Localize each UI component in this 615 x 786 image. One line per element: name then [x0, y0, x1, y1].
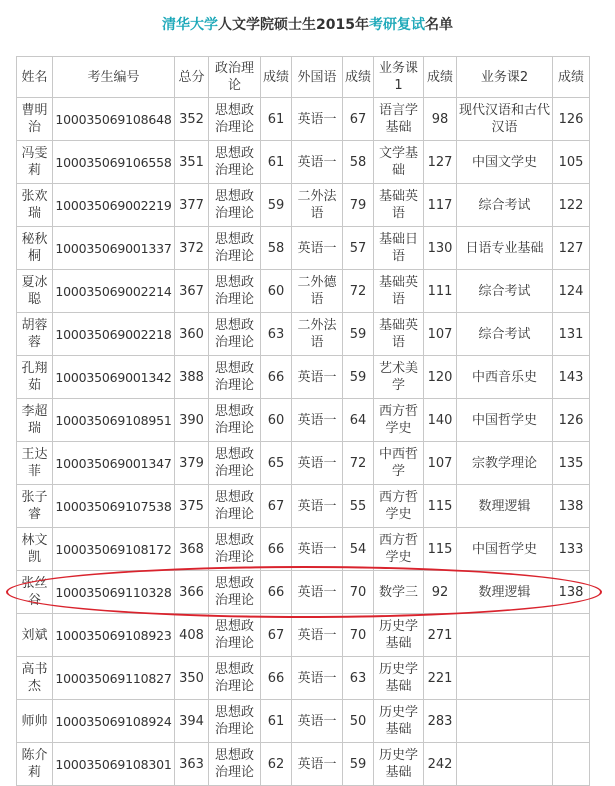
cell-language: 英语一	[292, 442, 343, 485]
cell-course1-score: 117	[424, 184, 457, 227]
cell-name: 张丝谷	[17, 571, 53, 614]
cell-course2	[457, 700, 553, 743]
cell-course1: 基础日语	[374, 227, 424, 270]
cell-course1: 文学基础	[374, 141, 424, 184]
title-retest: 考研复试	[368, 17, 425, 33]
cell-course2-score: 122	[553, 184, 590, 227]
cell-name: 曹明治	[17, 98, 53, 141]
cell-politics: 思想政治理论	[209, 227, 261, 270]
cell-name: 林文凯	[17, 528, 53, 571]
header-course1: 业务课1	[374, 57, 424, 98]
cell-name: 高书杰	[17, 657, 53, 700]
cell-politics: 思想政治理论	[209, 485, 261, 528]
cell-course2: 综合考试	[457, 313, 553, 356]
cell-course1-score: 130	[424, 227, 457, 270]
cell-language-score: 64	[343, 399, 374, 442]
cell-politics: 思想政治理论	[209, 184, 261, 227]
cell-course1-score: 283	[424, 700, 457, 743]
cell-politics-score: 67	[261, 614, 292, 657]
cell-course1: 西方哲学史	[374, 399, 424, 442]
cell-course2	[457, 657, 553, 700]
cell-language: 英语一	[292, 614, 343, 657]
header-politics: 政治理论	[209, 57, 261, 98]
cell-course2-score	[553, 657, 590, 700]
cell-total: 379	[175, 442, 209, 485]
cell-total: 360	[175, 313, 209, 356]
cell-exam-id: 100035069002218	[53, 313, 175, 356]
cell-politics: 思想政治理论	[209, 700, 261, 743]
cell-exam-id: 100035069001347	[53, 442, 175, 485]
cell-name: 师帅	[17, 700, 53, 743]
cell-language-score: 70	[343, 614, 374, 657]
cell-course1-score: 107	[424, 442, 457, 485]
cell-language-score: 70	[343, 571, 374, 614]
cell-politics: 思想政治理论	[209, 657, 261, 700]
score-table	[16, 56, 590, 786]
cell-exam-id: 100035069002214	[53, 270, 175, 313]
cell-course1: 数学三	[374, 571, 424, 614]
cell-total: 366	[175, 571, 209, 614]
cell-course1-score: 115	[424, 528, 457, 571]
cell-course1: 历史学基础	[374, 614, 424, 657]
cell-language: 英语一	[292, 98, 343, 141]
cell-course2-score: 126	[553, 98, 590, 141]
cell-exam-id: 100035069002219	[53, 184, 175, 227]
cell-course1-score: 98	[424, 98, 457, 141]
cell-course2: 中国哲学史	[457, 528, 553, 571]
cell-course1: 艺术美学	[374, 356, 424, 399]
cell-language-score: 72	[343, 442, 374, 485]
cell-total: 388	[175, 356, 209, 399]
cell-politics: 思想政治理论	[209, 98, 261, 141]
cell-politics-score: 59	[261, 184, 292, 227]
header-language: 外国语	[292, 57, 343, 98]
cell-politics: 思想政治理论	[209, 571, 261, 614]
cell-course1: 历史学基础	[374, 700, 424, 743]
cell-language-score: 59	[343, 313, 374, 356]
cell-language-score: 57	[343, 227, 374, 270]
cell-language-score: 54	[343, 528, 374, 571]
table-row	[17, 270, 590, 313]
cell-course1: 历史学基础	[374, 743, 424, 786]
cell-total: 377	[175, 184, 209, 227]
cell-language: 二外法语	[292, 184, 343, 227]
table-row	[17, 614, 590, 657]
cell-language-score: 50	[343, 700, 374, 743]
cell-course2-score	[553, 743, 590, 786]
cell-language-score: 59	[343, 356, 374, 399]
cell-politics-score: 67	[261, 485, 292, 528]
cell-politics-score: 66	[261, 571, 292, 614]
cell-course1-score: 111	[424, 270, 457, 313]
cell-exam-id: 100035069106558	[53, 141, 175, 184]
cell-course1-score: 271	[424, 614, 457, 657]
title-university: 清华大学	[162, 17, 219, 33]
cell-course2	[457, 743, 553, 786]
cell-exam-id: 100035069108924	[53, 700, 175, 743]
cell-course2-score	[553, 614, 590, 657]
cell-exam-id: 100035069108172	[53, 528, 175, 571]
table-row	[17, 313, 590, 356]
cell-politics-score: 61	[261, 700, 292, 743]
cell-language: 英语一	[292, 528, 343, 571]
cell-exam-id: 100035069108951	[53, 399, 175, 442]
cell-total: 363	[175, 743, 209, 786]
cell-course2-score: 138	[553, 571, 590, 614]
cell-name: 张欢瑞	[17, 184, 53, 227]
cell-language: 英语一	[292, 657, 343, 700]
cell-language: 英语一	[292, 485, 343, 528]
cell-name: 胡蓉蓉	[17, 313, 53, 356]
cell-politics-score: 63	[261, 313, 292, 356]
table-row	[17, 571, 590, 614]
cell-language: 英语一	[292, 700, 343, 743]
cell-total: 408	[175, 614, 209, 657]
cell-course2-score: 135	[553, 442, 590, 485]
cell-language-score: 79	[343, 184, 374, 227]
cell-exam-id: 100035069108301	[53, 743, 175, 786]
cell-course2: 数理逻辑	[457, 485, 553, 528]
cell-politics-score: 66	[261, 356, 292, 399]
cell-name: 陈介莉	[17, 743, 53, 786]
cell-course2: 宗教学理论	[457, 442, 553, 485]
cell-course1: 基础英语	[374, 313, 424, 356]
cell-total: 390	[175, 399, 209, 442]
cell-politics: 思想政治理论	[209, 313, 261, 356]
cell-exam-id: 100035069001342	[53, 356, 175, 399]
cell-course2-score: 138	[553, 485, 590, 528]
cell-total: 394	[175, 700, 209, 743]
cell-course1: 西方哲学史	[374, 485, 424, 528]
cell-language-score: 67	[343, 98, 374, 141]
header-politics-score: 成绩	[261, 57, 292, 98]
cell-language-score: 55	[343, 485, 374, 528]
header-exam-id: 考生编号	[53, 57, 175, 98]
cell-name: 李超瑞	[17, 399, 53, 442]
cell-politics-score: 61	[261, 98, 292, 141]
header-course2: 业务课2	[457, 57, 553, 98]
table-row	[17, 442, 590, 485]
cell-politics-score: 60	[261, 399, 292, 442]
cell-course1: 西方哲学史	[374, 528, 424, 571]
table-row	[17, 98, 590, 141]
cell-course2: 中国哲学史	[457, 399, 553, 442]
title-middle: 人文学院硕士生2015年	[218, 17, 369, 33]
table-row	[17, 743, 590, 786]
cell-politics-score: 61	[261, 141, 292, 184]
cell-course2: 中国文学史	[457, 141, 553, 184]
cell-course1: 语言学基础	[374, 98, 424, 141]
cell-language: 英语一	[292, 356, 343, 399]
cell-language: 英语一	[292, 571, 343, 614]
cell-exam-id: 100035069108648	[53, 98, 175, 141]
cell-politics: 思想政治理论	[209, 141, 261, 184]
cell-name: 刘斌	[17, 614, 53, 657]
cell-course1-score: 221	[424, 657, 457, 700]
page-title	[0, 14, 615, 34]
cell-course2-score	[553, 700, 590, 743]
cell-course2-score: 143	[553, 356, 590, 399]
table-row	[17, 356, 590, 399]
cell-total: 372	[175, 227, 209, 270]
cell-exam-id: 100035069107538	[53, 485, 175, 528]
cell-politics: 思想政治理论	[209, 442, 261, 485]
cell-politics-score: 66	[261, 657, 292, 700]
table-row	[17, 657, 590, 700]
table-row	[17, 184, 590, 227]
cell-language: 二外法语	[292, 313, 343, 356]
cell-course1: 历史学基础	[374, 657, 424, 700]
cell-politics-score: 66	[261, 528, 292, 571]
cell-politics: 思想政治理论	[209, 270, 261, 313]
cell-language: 英语一	[292, 227, 343, 270]
cell-language-score: 59	[343, 743, 374, 786]
cell-politics: 思想政治理论	[209, 614, 261, 657]
cell-course1-score: 242	[424, 743, 457, 786]
cell-language: 二外德语	[292, 270, 343, 313]
cell-language-score: 58	[343, 141, 374, 184]
cell-language-score: 63	[343, 657, 374, 700]
header-course1-score: 成绩	[424, 57, 457, 98]
header-total: 总分	[175, 57, 209, 98]
cell-course1-score: 127	[424, 141, 457, 184]
cell-course2-score: 131	[553, 313, 590, 356]
cell-language: 英语一	[292, 743, 343, 786]
cell-course1-score: 140	[424, 399, 457, 442]
cell-course2: 综合考试	[457, 184, 553, 227]
table-row	[17, 141, 590, 184]
header-course2-score: 成绩	[553, 57, 590, 98]
cell-course1-score: 107	[424, 313, 457, 356]
cell-course2: 中西音乐史	[457, 356, 553, 399]
cell-course1: 中西哲学	[374, 442, 424, 485]
cell-course2: 数理逻辑	[457, 571, 553, 614]
header-name: 姓名	[17, 57, 53, 98]
cell-total: 352	[175, 98, 209, 141]
cell-course2-score: 105	[553, 141, 590, 184]
cell-course2: 日语专业基础	[457, 227, 553, 270]
cell-exam-id: 100035069110827	[53, 657, 175, 700]
cell-name: 秘秋桐	[17, 227, 53, 270]
table-header-row	[17, 57, 590, 98]
cell-total: 375	[175, 485, 209, 528]
cell-course2: 现代汉语和古代汉语	[457, 98, 553, 141]
cell-exam-id: 100035069110328	[53, 571, 175, 614]
cell-course1: 基础英语	[374, 270, 424, 313]
cell-total: 368	[175, 528, 209, 571]
cell-course1-score: 115	[424, 485, 457, 528]
table-row	[17, 528, 590, 571]
cell-politics-score: 58	[261, 227, 292, 270]
cell-name: 夏冰聪	[17, 270, 53, 313]
table-row	[17, 700, 590, 743]
cell-name: 冯雯莉	[17, 141, 53, 184]
cell-language: 英语一	[292, 399, 343, 442]
cell-politics-score: 60	[261, 270, 292, 313]
header-language-score: 成绩	[343, 57, 374, 98]
cell-politics-score: 62	[261, 743, 292, 786]
cell-name: 王达菲	[17, 442, 53, 485]
cell-politics: 思想政治理论	[209, 399, 261, 442]
cell-course2-score: 124	[553, 270, 590, 313]
cell-course2-score: 127	[553, 227, 590, 270]
cell-politics: 思想政治理论	[209, 528, 261, 571]
cell-course2-score: 126	[553, 399, 590, 442]
cell-total: 350	[175, 657, 209, 700]
cell-exam-id: 100035069001337	[53, 227, 175, 270]
cell-course1: 基础英语	[374, 184, 424, 227]
table-row	[17, 399, 590, 442]
cell-name: 孔翔茹	[17, 356, 53, 399]
cell-total: 351	[175, 141, 209, 184]
cell-name: 张子睿	[17, 485, 53, 528]
cell-politics: 思想政治理论	[209, 356, 261, 399]
table-row	[17, 485, 590, 528]
cell-course2: 综合考试	[457, 270, 553, 313]
cell-course2	[457, 614, 553, 657]
cell-politics: 思想政治理论	[209, 743, 261, 786]
cell-language: 英语一	[292, 141, 343, 184]
cell-language-score: 72	[343, 270, 374, 313]
cell-course1-score: 120	[424, 356, 457, 399]
cell-politics-score: 65	[261, 442, 292, 485]
table-row	[17, 227, 590, 270]
title-end: 名单	[424, 17, 453, 33]
cell-course2-score: 133	[553, 528, 590, 571]
cell-total: 367	[175, 270, 209, 313]
cell-course1-score: 92	[424, 571, 457, 614]
cell-exam-id: 100035069108923	[53, 614, 175, 657]
